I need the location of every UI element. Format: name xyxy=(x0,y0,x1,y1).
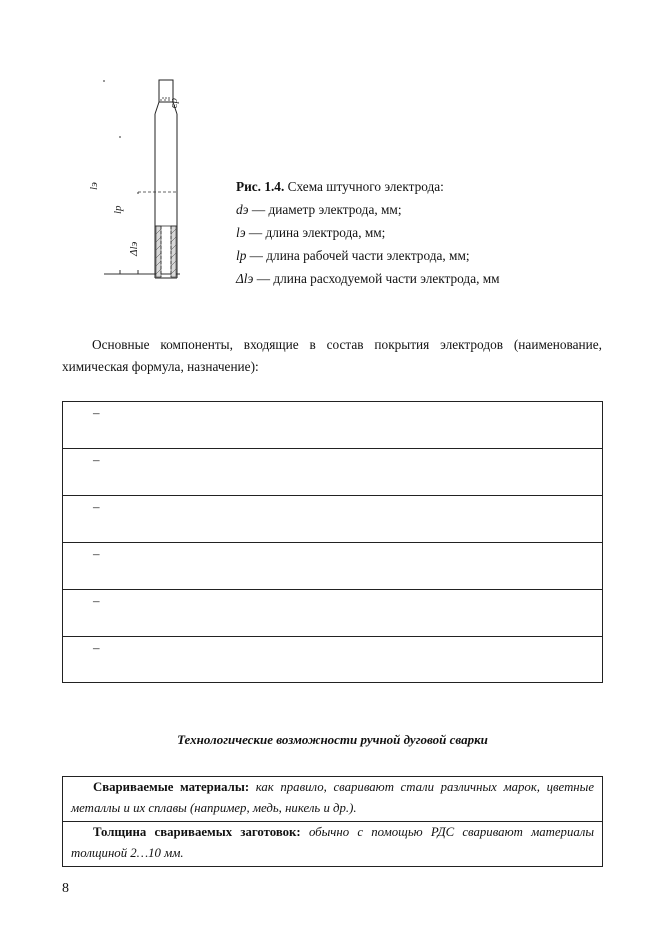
info-row-materials xyxy=(63,777,602,821)
answer-dash: – xyxy=(93,452,100,467)
answer-row[interactable] xyxy=(63,590,602,637)
answer-row[interactable] xyxy=(63,402,602,449)
legend-item xyxy=(236,244,616,267)
section-title: Технологические возможности ручной дуговой сварки xyxy=(177,732,488,747)
figure-caption xyxy=(236,175,616,290)
caption-title-line xyxy=(236,175,616,198)
answer-dash: – xyxy=(93,593,100,608)
legend-item xyxy=(236,198,616,221)
answer-dash: – xyxy=(93,499,100,514)
legend-symbol: lр xyxy=(236,248,247,263)
legend-item xyxy=(236,267,616,290)
page-number: 8 xyxy=(62,881,69,896)
working-length-label: lр xyxy=(112,205,124,214)
intro-text: Основные компоненты, входящие в состав покрытия электродов (наименование, химическая формула, назначение): xyxy=(62,337,602,374)
diameter-label: dэ xyxy=(169,98,181,109)
total-length-label: lэ xyxy=(88,182,100,190)
legend-item xyxy=(236,221,616,244)
info-row-head: Свариваемые материалы: xyxy=(93,780,250,794)
answer-dash: – xyxy=(93,640,100,655)
legend-symbol: lэ xyxy=(236,225,246,240)
legend-text: — длина рабочей части электрода, мм; xyxy=(246,248,470,263)
info-row-body: как правило, сваривают стали различных марок, цветные металлы и их сплавы (например, медь, никель и др.). xyxy=(71,780,595,815)
answer-table xyxy=(62,401,603,683)
caption-text: Схема штучного электрода: xyxy=(287,179,444,194)
legend-symbol: dэ xyxy=(236,202,249,217)
answer-dash: – xyxy=(93,405,100,420)
legend-symbol: Δlэ xyxy=(236,271,254,286)
consumed-length-label: Δlэ xyxy=(128,241,140,256)
answer-row[interactable] xyxy=(63,449,602,496)
info-row-body: обычно с помощью РДС сваривают материалы толщиной 2…10 мм. xyxy=(71,825,595,860)
electrode-diagram xyxy=(98,74,218,294)
legend-text: — длина электрода, мм; xyxy=(245,225,386,240)
legend-text: — длина расходуемой части электрода, мм xyxy=(253,271,500,286)
answer-dash: – xyxy=(93,546,100,561)
info-row-head: Толщина свариваемых заготовок: xyxy=(93,825,301,839)
info-table xyxy=(62,776,603,867)
caption-title: Рис. 1.4. xyxy=(236,179,285,194)
legend-text: — диаметр электрода, мм; xyxy=(248,202,402,217)
electrode-figure xyxy=(88,74,218,294)
intro-paragraph xyxy=(62,334,602,378)
info-row-thickness xyxy=(63,821,602,866)
answer-row[interactable] xyxy=(63,496,602,543)
answer-row[interactable] xyxy=(63,543,602,590)
answer-row[interactable] xyxy=(63,637,602,684)
